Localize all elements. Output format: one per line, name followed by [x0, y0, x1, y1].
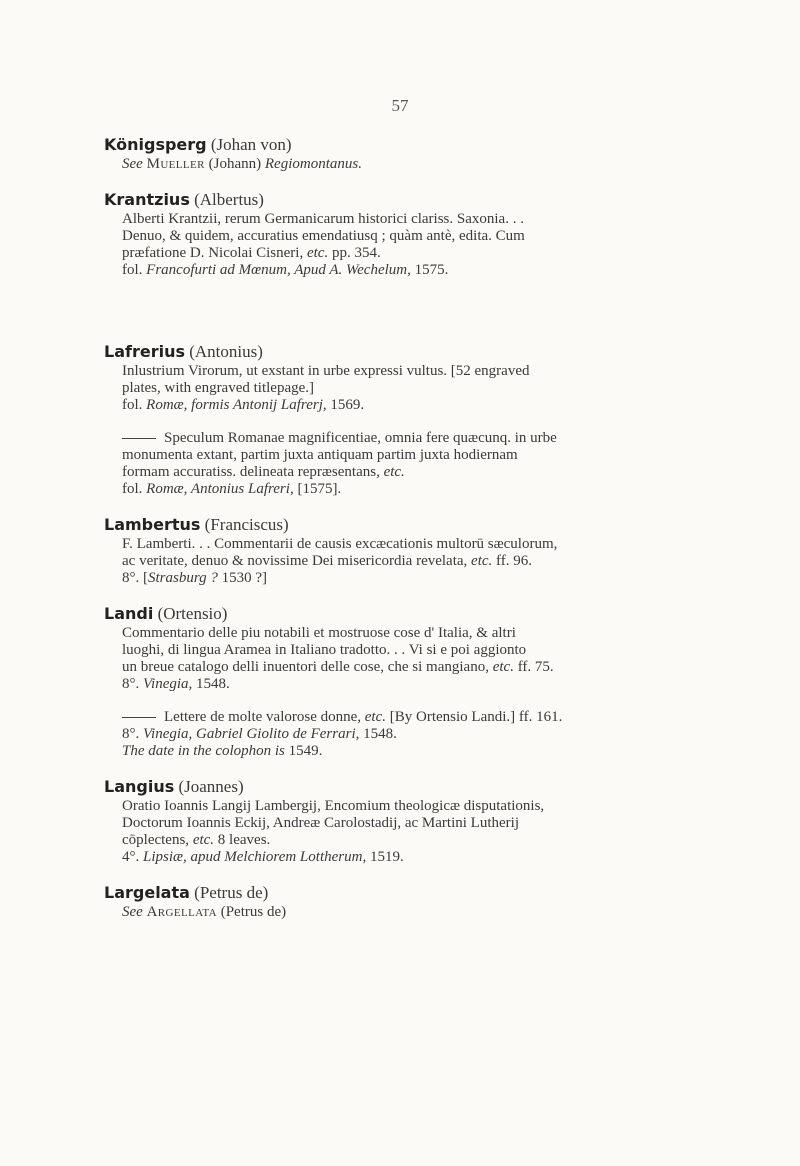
author-forename: (Antonius): [184, 342, 263, 361]
entry-line: [122, 743, 756, 760]
entry-body: [122, 904, 756, 921]
author-name: Krantzius: [104, 190, 190, 209]
text-run: (Johann): [204, 156, 265, 172]
text-run: fol.: [122, 481, 147, 497]
entry-line: [122, 447, 756, 464]
entry-line: [122, 211, 756, 228]
entry-line: [122, 430, 756, 447]
text-run: ff. 75.: [513, 659, 554, 675]
text-run: Oratio Ioannis Langij Lambergij, Encomium theologicæ disputationis,: [122, 798, 545, 814]
text-run: Commentario delle piu notabili et mostruose cose d' Italia, & altri: [122, 625, 516, 641]
catalogue-entry: [104, 514, 756, 587]
entry-heading: [104, 514, 756, 536]
text-run: plates, with engraved titlepage.]: [122, 380, 315, 396]
text-run: fol.: [122, 262, 147, 278]
entry-line: [122, 245, 756, 262]
text-run: etc.: [492, 659, 514, 675]
entry-line: [122, 262, 756, 279]
text-run: monumenta extant, partim juxta antiquam partim juxta hodiernam: [122, 447, 518, 463]
author-name: Lafrerius: [104, 342, 185, 361]
entry-line: [122, 481, 756, 498]
entry-line: [122, 363, 756, 380]
catalogue-entry: [104, 341, 756, 498]
text-run: 1548.: [192, 676, 230, 692]
text-run: luoghi, di lingua Aramea in Italiano tradotto. . . Vi si e poi aggionto: [122, 642, 527, 658]
author-forename: (Petrus de): [189, 883, 269, 902]
entry-heading: [104, 189, 756, 211]
text-run: (Petrus de): [216, 904, 287, 920]
author-forename: (Franciscus): [200, 515, 289, 534]
text-run: 1530 ?]: [217, 570, 268, 586]
entry-line: [122, 570, 756, 587]
entry-heading: [104, 134, 756, 156]
entry-line: [122, 397, 756, 414]
text-run: etc.: [471, 553, 493, 569]
text-run: [By Ortensio Landi.] ff. 161.: [386, 709, 563, 725]
catalogue-entry: [104, 134, 756, 173]
entry-body: [122, 798, 756, 866]
text-run: 1575.: [410, 262, 449, 278]
entry-line: [122, 709, 756, 726]
entry-line: [122, 726, 756, 743]
author-forename: (Joannes): [174, 777, 244, 796]
text-run: 1519.: [366, 849, 404, 865]
entry-body: [122, 211, 756, 279]
author-name: Lambertus: [104, 515, 201, 534]
catalogue-entry: [104, 603, 756, 760]
text-run: 8°. [: [122, 570, 148, 586]
entry-line: [122, 904, 756, 921]
entry-line: [122, 659, 756, 676]
author-name: Königsperg: [104, 135, 207, 154]
text-run: Regiomontanus.: [264, 156, 362, 172]
entry-heading: [104, 776, 756, 798]
sub-entry: [122, 430, 756, 498]
author-forename: (Ortensio): [153, 604, 228, 623]
entry-body: [122, 156, 756, 173]
entry-line: [122, 642, 756, 659]
text-run: 1549.: [284, 743, 323, 759]
author-forename: (Albertus): [189, 190, 264, 209]
entry-heading: [104, 882, 756, 904]
text-run: Argellata: [146, 904, 217, 920]
entry-line: [122, 156, 756, 173]
entry-line: [122, 380, 756, 397]
text-run: Vinegia, Gabriel Giolito de Ferrari,: [143, 726, 360, 742]
text-run: See: [122, 904, 143, 920]
text-run: Doctorum Ioannis Eckij, Andreæ Carolostadij, ac Martini Lutherij: [122, 815, 519, 831]
text-run: F. Lamberti. . . Commentarii de causis excæcationis multorū sæculorum,: [122, 536, 558, 552]
text-run: etc.: [383, 464, 405, 480]
entry-line: [122, 625, 756, 642]
author-name: Langius: [104, 777, 175, 796]
text-run: Inlustrium Virorum, ut exstant in urbe expressi vultus. [52 engraved: [122, 363, 530, 379]
sub-entry: [122, 709, 756, 760]
entry-line: [122, 832, 756, 849]
entry-line: [122, 798, 756, 815]
text-run: Strasburg ?: [148, 570, 218, 586]
catalogue-entry: [104, 776, 756, 866]
catalogue-entry: [104, 189, 756, 279]
text-run: Vinegia,: [143, 676, 193, 692]
text-run: Francofurti ad Mœnum, Apud A. Wechelum,: [146, 262, 411, 278]
text-run: Speculum Romanae magnificentiae, omnia fere quæcunq. in urbe: [164, 430, 557, 446]
entry-line: [122, 676, 756, 693]
text-run: præfatione D. Nicolai Cisneri,: [122, 245, 307, 261]
text-run: Mueller: [146, 156, 205, 172]
text-run: cōplectens,: [122, 832, 193, 848]
author-name: Landi: [104, 604, 154, 623]
entry-body: [122, 363, 756, 414]
text-run: ac veritate, denuo & novissime Dei misericordia revelata,: [122, 553, 472, 569]
page-number: 57: [391, 96, 409, 115]
entry-body: [122, 625, 756, 693]
text-run: formam accuratiss. delineata repræsentans,: [122, 464, 384, 480]
author-name: Largelata: [104, 883, 190, 902]
entry-line: [122, 464, 756, 481]
catalogue-entries: [104, 134, 756, 937]
text-run: etc.: [192, 832, 215, 848]
text-run: Lipsiæ, apud Melchiorem Lottherum,: [143, 849, 367, 865]
text-run: ff. 96.: [492, 553, 533, 569]
text-run: etc.: [364, 709, 386, 725]
author-forename: (Johan von): [206, 135, 292, 154]
text-run: 8 leaves.: [214, 832, 271, 848]
text-run: etc.: [306, 245, 329, 261]
text-run: Romæ, Antonius Lafreri,: [146, 481, 294, 497]
entry-heading: [104, 603, 756, 625]
entry-line: [122, 553, 756, 570]
text-run: Romæ, formis Antonij Lafrerj,: [146, 397, 327, 413]
text-run: 4°.: [122, 849, 143, 865]
text-run: pp. 354.: [328, 245, 381, 261]
ditto-rule: [122, 438, 156, 439]
entry-line: [122, 228, 756, 245]
text-run: 1569.: [326, 397, 365, 413]
text-run: 1548.: [359, 726, 397, 742]
text-run: fol.: [122, 397, 147, 413]
entry-body: [122, 536, 756, 587]
text-run: Alberti Krantzii, rerum Germanicarum historici clariss. Saxonia. . .: [122, 211, 524, 227]
text-run: [1575].: [293, 481, 342, 497]
entry-line: [122, 849, 756, 866]
text-run: 8°.: [122, 726, 143, 742]
text-run: The date in the colophon is: [122, 743, 285, 759]
ditto-rule: [122, 717, 156, 718]
catalogue-entry: [104, 882, 756, 921]
text-run: See: [122, 156, 143, 172]
entry-heading: [104, 341, 756, 363]
text-run: un breue catalogo delli inuentori delle cose, che si mangiano,: [122, 659, 493, 675]
entry-line: [122, 815, 756, 832]
text-run: 8°.: [122, 676, 143, 692]
entry-line: [122, 536, 756, 553]
text-run: Denuo, & quidem, accuratius emendatiusq ; quàm antè, edita. Cum: [122, 228, 525, 244]
text-run: Lettere de molte valorose donne,: [164, 709, 365, 725]
